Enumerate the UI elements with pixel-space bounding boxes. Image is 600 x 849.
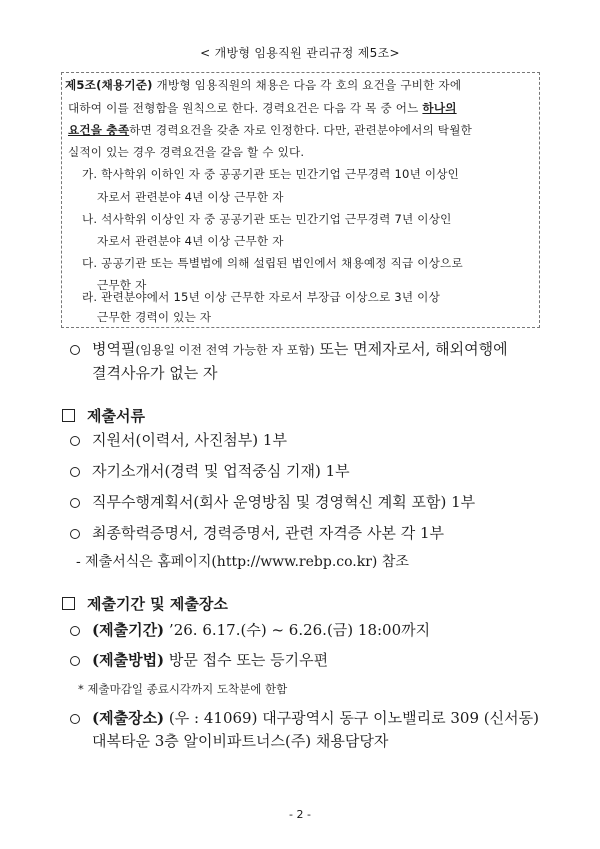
bullet-circle-icon: [70, 529, 80, 539]
place-label: (제출장소): [92, 709, 165, 727]
military-text: 또는 면제자로서, 해외여행에: [314, 340, 508, 358]
regulation-reference-title: < 개방형 임용직원 관리규정 제5조>: [200, 46, 400, 60]
article-item-na-cont: 자로서 관련분야 4년 이상 근무한 자: [97, 234, 284, 248]
article-item-ga: 가. 학사학위 이하인 자 중 공공기관 또는 민간기업 근무경력 10년 이상인: [82, 167, 460, 181]
article-item-na: 나. 석사학위 이상인 자 중 공공기관 또는 민간기업 근무경력 7년 이상인: [82, 212, 452, 226]
article-item-da-cont: 근무한 자: [97, 278, 147, 292]
checkbox-square-icon: [62, 409, 75, 422]
submission-method: [92, 653, 328, 668]
article-item-ra: 라. 관련분야에서 15년 이상 근무한 자로서 부장급 이상으로 3년 이상: [82, 290, 440, 304]
military-text: 병역필: [92, 340, 136, 358]
documents-title-text: 제출서류: [87, 407, 145, 425]
bullet-circle-icon: [70, 626, 80, 636]
bullet-circle-icon: [70, 345, 80, 355]
bullet-circle-icon: [70, 436, 80, 446]
documents-note: - 제출서식은 홈페이지(http://www.rebp.co.kr) 참조: [76, 554, 409, 570]
military-line-2: 결격사유가 없는 자: [92, 364, 218, 382]
article-emphasis: 하나의: [422, 101, 457, 115]
submission-section-title: [62, 593, 228, 614]
period-label: (제출기간): [92, 621, 165, 639]
document-item: 최종학력증명서, 경력증명서, 관련 자격증 사본 각 1부: [92, 524, 444, 542]
military-line-1: [92, 342, 508, 357]
documents-section-title: [62, 405, 145, 426]
article-item-ra-cont: 근무한 경력이 있는 자: [97, 310, 212, 324]
page-number: - 2 -: [289, 808, 311, 821]
article-line-4: 실적이 있는 경우 경력요건을 갈음 할 수 있다.: [68, 145, 305, 159]
document-item: 직무수행계획서(회사 운영방침 및 경영혁신 계획 포함) 1부: [92, 493, 476, 511]
submission-title-text: 제출기간 및 제출장소: [87, 595, 228, 613]
document-item: 지원서(이력서, 사진첨부) 1부: [92, 431, 287, 449]
article-line-2: [68, 103, 457, 115]
military-note: (임용일 이전 전역 가능한 자 포함): [135, 343, 315, 357]
checkbox-square-icon: [62, 597, 75, 610]
article-heading: 제5조(채용기준): [65, 78, 153, 92]
method-value: 방문 접수 또는 등기우편: [164, 651, 329, 669]
bullet-circle-icon: [70, 498, 80, 508]
submission-place: [92, 711, 539, 726]
document-item: 자기소개서(경력 및 업적중심 기재) 1부: [92, 462, 350, 480]
article-line-1: [65, 80, 461, 92]
method-label: (제출방법): [92, 651, 165, 669]
article-item-ga-cont: 자로서 관련분야 4년 이상 근무한 자: [97, 190, 284, 204]
submission-period: [92, 623, 430, 638]
article-line-3: [68, 125, 472, 137]
submission-place-line-2: 대복타운 3층 알이비파트너스(주) 채용담당자: [92, 732, 389, 750]
article-item-da: 다. 공공기관 또는 특별법에 의해 설립된 법인에서 채용예정 직급 이상으로: [82, 256, 463, 270]
bullet-circle-icon: [70, 656, 80, 666]
article-text: 하면 경력요건을 갖춘 자로 인정한다. 다만, 관련분야에서의 탁월한: [129, 123, 473, 137]
bullet-circle-icon: [70, 467, 80, 477]
bullet-circle-icon: [70, 714, 80, 724]
place-value: (우 : 41069) 대구광역시 동구 이노밸리로 309 (신서동): [164, 709, 539, 727]
article-text: 대하여 이를 전형함을 원칙으로 한다. 경력요건은 다음 각 목 중 어느: [68, 101, 423, 115]
submission-method-note: * 제출마감일 종료시각까지 도착분에 한함: [78, 682, 288, 696]
period-value: ’26. 6.17.(수) ~ 6.26.(금) 18:00까지: [164, 621, 431, 639]
article-text: 개방형 임용직원의 채용은 다음 각 호의 요건을 구비한 자에: [152, 78, 462, 92]
article-emphasis: 요건을 충족: [68, 123, 130, 137]
